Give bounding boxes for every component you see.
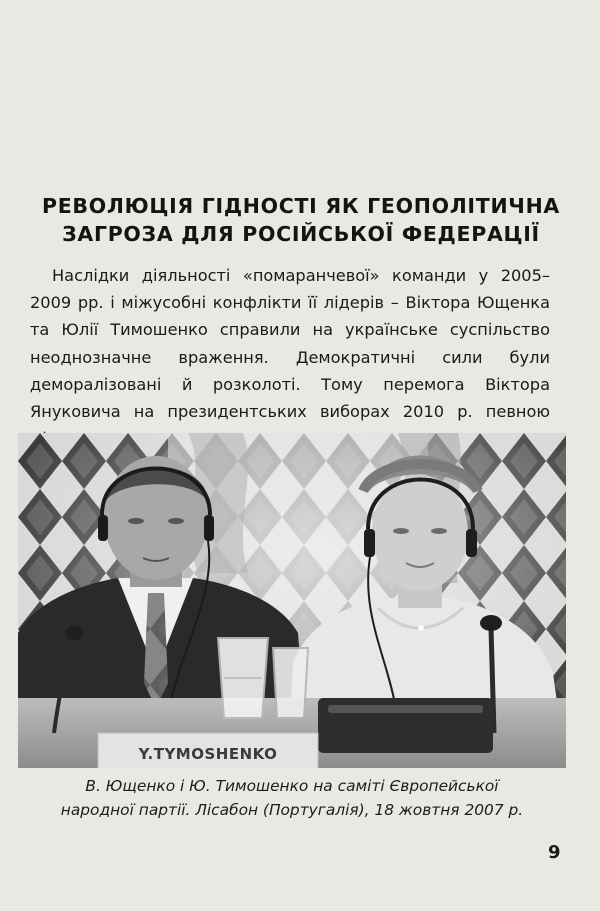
paragraph-line: та Юлії Тимошенко справили на українське суспільство: [30, 320, 550, 340]
section-heading-line-1: РЕВОЛЮЦІЯ ГІДНОСТІ ЯК ГЕОПОЛІТИЧНА: [41, 193, 560, 218]
paragraph-line: неоднозначне враження. Демократичні сили були: [30, 347, 550, 367]
section-heading-line-2: ЗАГРОЗА ДЛЯ РОСІЙСЬКОЇ ФЕДЕРАЦІЇ: [62, 221, 540, 246]
photo-caption-line-2: народної партії. Лісабон (Португалія), 18 жовтня 2007 р.: [60, 801, 524, 819]
paragraph-line: Януковича на президентських виборах 2010 р. певною: [30, 402, 550, 422]
paragraph-line: деморалізовані й розколоті. Тому перемога Віктора: [30, 374, 550, 394]
page-number: 9: [548, 842, 561, 863]
water-glasses: [218, 638, 308, 718]
paragraph-line: Наслідки діяльності «помаранчевої» команди у 2005–: [52, 266, 550, 285]
paragraph-line: 2009 рр. і міжусобні конфлікти її лідерів – Віктора Ющенка: [30, 293, 550, 313]
summit-photo: [18, 433, 566, 768]
summit-photo-illustration: [18, 433, 566, 768]
photo-caption-line-1: В. Ющенко і Ю. Тимошенко на саміті Європейської: [85, 777, 499, 795]
section-heading: [36, 192, 566, 248]
nameplate-label: Y.TYMOSHENKO: [138, 745, 278, 763]
body-paragraph: [30, 262, 550, 452]
nameplate: [98, 733, 318, 768]
photo-caption: [18, 774, 566, 822]
